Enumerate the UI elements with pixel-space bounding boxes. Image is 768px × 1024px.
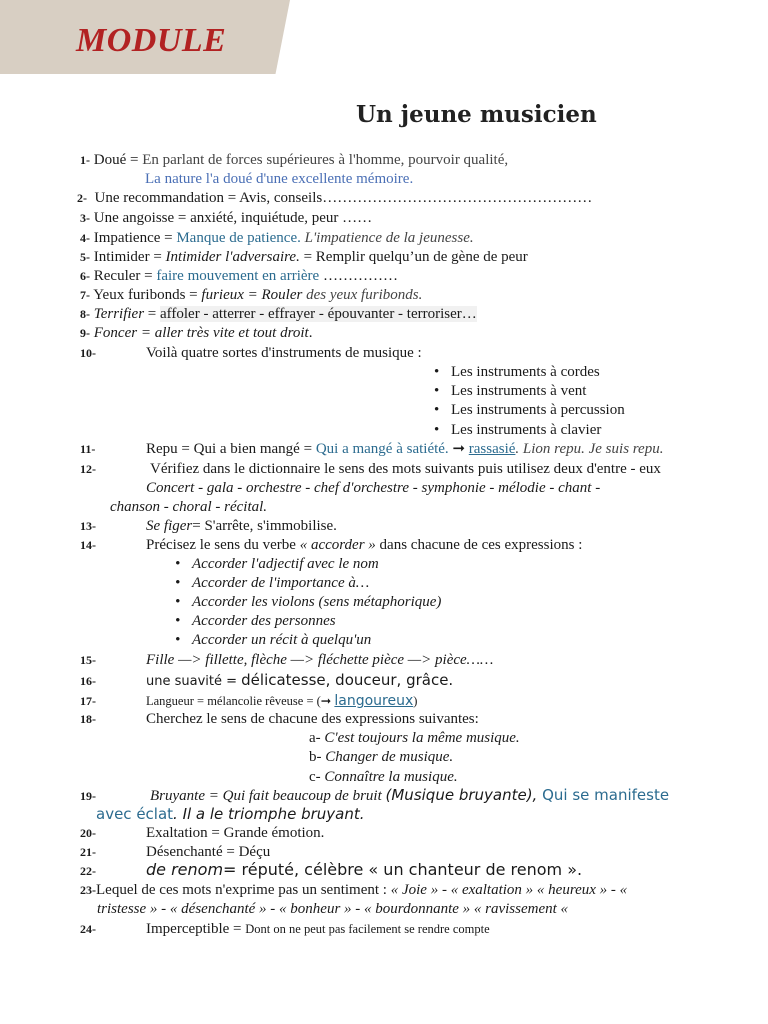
module-label: MODULE (76, 22, 227, 59)
list-item: a- C'est toujours la même musique. (309, 730, 520, 746)
item-16: 16- (80, 674, 96, 688)
item-15: 15- (80, 653, 96, 667)
langoureux-link[interactable]: langoureux (334, 693, 414, 709)
item-21-text: Désenchanté = Déçu (146, 844, 271, 860)
item-11: 11- (80, 442, 96, 456)
item-18: 18- (80, 712, 96, 726)
item-15-text: Fille —> fillette, flèche —> fléchette pièce —> pièce…… (146, 652, 494, 668)
item-14-text: Précisez le sens du verbe « accorder » dans chacune de ces expressions : (146, 537, 583, 553)
list-item: • Accorder l'adjectif avec le nom (192, 555, 379, 574)
item-23: 23-Lequel de ces mots n'exprime pas un sentiment : « Joie » - « exaltation » « heureux » - « (80, 882, 628, 898)
item-12-words: Concert - gala - orchestre - chef d'orchestre - symphonie - mélodie - chant - (146, 480, 601, 496)
item-22-text: de renom= réputé, célèbre « un chanteur de renom ». (146, 860, 583, 879)
item-12-text: Vérifiez dans le dictionnaire le sens des mots suivants puis utilisez deux d'entre - eux (150, 461, 661, 477)
item-19: 19- (80, 789, 96, 803)
item-12-words-cont: chanson - choral - récital. (110, 499, 268, 515)
item-13-text: Se figer= S'arrête, s'immobilise. (146, 518, 337, 534)
list-item: • Accorder de l'importance à… (192, 574, 369, 593)
item-20: 20- (80, 826, 96, 840)
item-22: 22- (80, 864, 96, 878)
item-4: 4- Impatience = Manque de patience. L'impatience de la jeunesse. (80, 230, 474, 246)
item-6: 6- Reculer = faire mouvement en arrière …………… (80, 268, 398, 284)
list-item: • Les instruments à percussion (451, 401, 625, 420)
item-17: 17- (80, 694, 96, 708)
list-item: • Accorder un récit à quelqu'un (192, 631, 371, 650)
item-8: 8- Terrifier = affoler - atterrer - effrayer - épouvanter - terroriser… (80, 306, 477, 322)
list-item: b- Changer de musique. (309, 749, 454, 765)
rassasie-link[interactable]: rassasié (468, 441, 516, 457)
list-item: • Les instruments à cordes (451, 363, 600, 382)
item-3: 3- Une angoisse = anxiété, inquiétude, peur …… (80, 210, 373, 226)
item-24: 24- (80, 922, 96, 936)
item-7: 7- Yeux furibonds = furieux = Rouler des yeux furibonds. (80, 287, 423, 303)
item-18-text: Cherchez le sens de chacune des expressions suivantes: (146, 711, 479, 727)
item-24-text: Imperceptible = Dont on ne peut pas facilement se rendre compte (146, 921, 490, 937)
item-1: 1- Doué = En parlant de forces supérieures à l'homme, pourvoir qualité, (80, 152, 509, 168)
list-item: • Les instruments à vent (451, 382, 586, 401)
list-item: • Les instruments à clavier (451, 421, 601, 440)
item-19-text: Bruyante = Qui fait beaucoup de bruit (Musique bruyante), Qui se manifeste (150, 786, 670, 804)
item-12: 12- (80, 462, 96, 476)
list-item: • Accorder les violons (sens métaphorique) (192, 593, 441, 612)
item-9: 9- Foncer = aller très vite et tout droit. (80, 325, 313, 341)
list-item: • Accorder des personnes (192, 612, 336, 631)
item-13: 13- (80, 519, 96, 533)
item-20-text: Exaltation = Grande émotion. (146, 825, 325, 841)
item-10: 10- (80, 346, 96, 360)
item-23-cont: tristesse » - « désenchanté » - « bonheur » - « bourdonnante » « ravissement « (97, 901, 569, 917)
item-21: 21- (80, 845, 96, 859)
item-19-cont: avec éclat. Il a le triomphe bruyant. (96, 805, 365, 823)
item-5: 5- Intimider = Intimider l'adversaire. = Remplir quelqu’un de gène de peur (80, 249, 528, 265)
item-14: 14- (80, 538, 96, 552)
item-11-text: Repu = Qui a bien mangé = Qui a mangé à satiété. ➞ rassasié. Lion repu. Je suis repu. (146, 441, 664, 457)
item-16-text: une suavité = délicatesse, douceur, grâce. (146, 671, 454, 689)
item-17-text: Langueur = mélancolie rêveuse = (➞ langoureux) (146, 693, 418, 709)
item-2: 2- Une recommandation = Avis, conseils……………………………………………… (77, 190, 593, 206)
page-title: Un jeune musicien (356, 101, 597, 128)
item-1-example: La nature l'a doué d'une excellente mémoire. (145, 171, 414, 187)
item-10-text: Voilà quatre sortes d'instruments de musique : (146, 345, 422, 361)
list-item: c- Connaître la musique. (309, 769, 458, 785)
